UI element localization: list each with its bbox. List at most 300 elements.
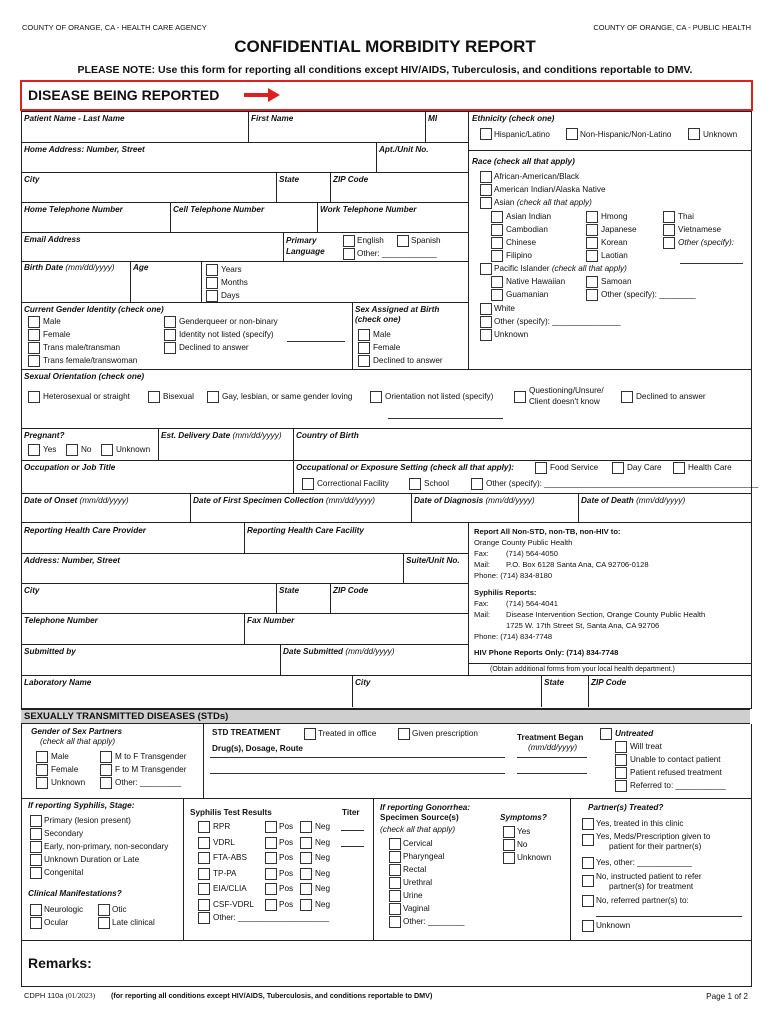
gender-female-checkbox[interactable] bbox=[28, 329, 40, 341]
disease-being-reported-field[interactable] bbox=[20, 80, 753, 111]
provider-zip-label: ZIP Code bbox=[333, 586, 369, 595]
spanish-label: Spanish bbox=[411, 236, 441, 245]
pregnant-no-checkbox[interactable] bbox=[66, 444, 78, 456]
treatment-began-label: Treatment Began bbox=[517, 733, 584, 742]
test-fta-neg-label: Neg bbox=[315, 853, 331, 862]
symptoms-no-checkbox[interactable] bbox=[503, 839, 515, 851]
syphilis-phone: Phone: (714) 834-7748 bbox=[474, 632, 553, 641]
home-address-label: Home Address: Number, Street bbox=[24, 145, 145, 154]
white-checkbox[interactable] bbox=[480, 303, 492, 315]
race-unknown-checkbox[interactable] bbox=[480, 329, 492, 341]
language-other-label: Other: ____________ bbox=[357, 249, 437, 258]
symptoms-yes-label: Yes bbox=[517, 827, 531, 836]
african-american-label: African-American/Black bbox=[494, 172, 580, 181]
refused-treatment-label: Patient refused treatment bbox=[630, 768, 722, 777]
stage-congenital-checkbox[interactable] bbox=[30, 867, 42, 879]
treatment-date-line-2[interactable] bbox=[517, 773, 587, 774]
delivery-date-label: Est. Delivery Date (mm/dd/yyyy) bbox=[161, 431, 282, 440]
pt-meds-checkbox[interactable] bbox=[582, 834, 594, 846]
spanish-checkbox[interactable] bbox=[397, 235, 409, 247]
bisexual-label: Bisexual bbox=[163, 392, 194, 401]
test-csf-neg-checkbox[interactable] bbox=[300, 899, 312, 911]
test-fta-neg-checkbox[interactable] bbox=[300, 852, 312, 864]
stage-primary-checkbox[interactable] bbox=[30, 815, 42, 827]
hiv-phone-reports: HIV Phone Reports Only: (714) 834-7748 bbox=[474, 648, 619, 657]
birth-male-label: Male bbox=[373, 330, 391, 339]
african-american-checkbox[interactable] bbox=[480, 171, 492, 183]
state-label: State bbox=[279, 175, 300, 184]
chinese-label: Chinese bbox=[506, 238, 537, 247]
syphilis-fax: Fax: (714) 564-4041 bbox=[474, 599, 558, 608]
samoan-checkbox[interactable] bbox=[586, 276, 598, 288]
partner-other-label: Other: _________ bbox=[115, 778, 182, 787]
test-eia-pos-checkbox[interactable] bbox=[265, 883, 277, 895]
footer-note: (for reporting all conditions except HIV/AIDS, Tuberculosis, and conditions reportable to DMV) bbox=[111, 991, 433, 1000]
symptoms-unknown-label: Unknown bbox=[517, 853, 552, 862]
questioning-label-2: Client doesn't know bbox=[529, 397, 600, 406]
symptoms-yes-checkbox[interactable] bbox=[503, 826, 515, 838]
given-prescription-label: Given prescription bbox=[412, 729, 478, 738]
language-other-checkbox[interactable] bbox=[343, 248, 355, 260]
syphilis-stage-label: If reporting Syphilis, Stage: bbox=[28, 801, 135, 810]
stage-early-label: Early, non-primary, non-secondary bbox=[44, 842, 169, 851]
test-tppa-checkbox[interactable] bbox=[198, 868, 210, 880]
laotian-checkbox[interactable] bbox=[586, 250, 598, 262]
will-treat-checkbox[interactable] bbox=[615, 741, 627, 753]
gender-female-label: Female bbox=[43, 330, 71, 339]
school-label: School bbox=[424, 479, 450, 488]
partners-gender-label: Gender of Sex Partners bbox=[31, 727, 123, 736]
gay-lesbian-label: Gay, lesbian, or same gender loving bbox=[222, 392, 353, 401]
pregnant-no-label: No bbox=[81, 445, 92, 454]
gender-male-checkbox[interactable] bbox=[28, 316, 40, 328]
untreated-label: Untreated bbox=[615, 729, 654, 738]
partners-treated-label: Partner(s) Treated? bbox=[588, 803, 664, 812]
race-other-label: Other (specify): _______________ bbox=[494, 317, 621, 326]
syphilis-tests-label: Syphilis Test Results bbox=[190, 808, 272, 817]
report-phone: Phone: (714) 834-8180 bbox=[474, 571, 553, 580]
remarks-label: Remarks: bbox=[28, 955, 92, 971]
test-rpr-label: RPR bbox=[213, 822, 231, 831]
unable-contact-label: Unable to contact patient bbox=[630, 755, 721, 764]
source-rectal-checkbox[interactable] bbox=[389, 864, 401, 876]
native-hawaiian-checkbox[interactable] bbox=[491, 276, 503, 288]
asian-checkbox[interactable] bbox=[480, 197, 492, 209]
samoan-label: Samoan bbox=[601, 277, 632, 286]
neurologic-checkbox[interactable] bbox=[30, 904, 42, 916]
sex-at-birth-label: Sex Assigned at Birth bbox=[355, 305, 440, 314]
pt-other-label: Yes, other: ____________ bbox=[596, 858, 692, 867]
stage-secondary-label: Secondary bbox=[44, 829, 84, 838]
stage-late-label: Unknown Duration or Late bbox=[44, 855, 140, 864]
partner-ftm-checkbox[interactable] bbox=[100, 764, 112, 776]
provider-city-label: City bbox=[24, 586, 40, 595]
stage-late-checkbox[interactable] bbox=[30, 854, 42, 866]
pregnant-yes-label: Yes bbox=[43, 445, 57, 454]
genderqueer-label: Genderqueer or non-binary bbox=[179, 317, 278, 326]
test-other-label: Other: ____________________ bbox=[213, 913, 330, 922]
partner-unknown-label: Unknown bbox=[51, 778, 86, 787]
pt-refer-label-2: partner(s) for treatment bbox=[609, 882, 694, 891]
laotian-label: Laotian bbox=[601, 251, 628, 260]
disease-label: DISEASE BEING REPORTED bbox=[28, 87, 220, 103]
usage-note: PLEASE NOTE: Use this form for reporting all conditions except HIV/AIDS, Tuberculosis, and conditions reportable to DMV. bbox=[77, 64, 693, 76]
days-checkbox[interactable] bbox=[206, 290, 218, 302]
guamanian-checkbox[interactable] bbox=[491, 289, 503, 301]
identity-not-listed-checkbox[interactable] bbox=[164, 329, 176, 341]
test-eia-neg-label: Neg bbox=[315, 884, 331, 893]
test-vdrl-pos-label: Pos bbox=[279, 837, 294, 847]
source-urine-checkbox[interactable] bbox=[389, 890, 401, 902]
sex-at-birth-note: (check one) bbox=[355, 315, 401, 324]
pregnant-unknown-checkbox[interactable] bbox=[101, 444, 113, 456]
race-label: Race (check all that apply) bbox=[472, 157, 575, 166]
partner-male-checkbox[interactable] bbox=[36, 751, 48, 763]
page-title: CONFIDENTIAL MORBIDITY REPORT bbox=[234, 37, 536, 56]
mi-label: MI bbox=[428, 114, 438, 123]
lab-city-label: City bbox=[355, 678, 371, 687]
drug-line-2[interactable] bbox=[210, 773, 505, 774]
treated-in-office-label: Treated in office bbox=[318, 729, 377, 738]
primary-language-label-2: Language bbox=[286, 247, 325, 256]
arrow-right-icon bbox=[242, 86, 282, 104]
korean-label: Korean bbox=[601, 238, 628, 247]
filipino-checkbox[interactable] bbox=[491, 250, 503, 262]
years-checkbox[interactable] bbox=[206, 264, 218, 276]
cell-phone-label: Cell Telephone Number bbox=[173, 205, 265, 214]
collection-date-label: Date of First Specimen Collection (mm/dd/yyyy) bbox=[193, 496, 375, 505]
symptoms-unknown-checkbox[interactable] bbox=[503, 852, 515, 864]
date-submitted-label: Date Submitted (mm/dd/yyyy) bbox=[283, 647, 395, 656]
obtain-forms-note: (Obtain additional forms from your local health department.) bbox=[490, 666, 675, 673]
setting-other-checkbox[interactable] bbox=[471, 478, 483, 490]
exposure-setting-label: Occupational or Exposure Setting (check all that apply): bbox=[296, 463, 514, 472]
partners-gender-note: (check all that apply) bbox=[40, 737, 116, 746]
otic-label: Otic bbox=[112, 905, 127, 914]
heterosexual-label: Heterosexual or straight bbox=[43, 392, 130, 401]
vietnamese-label: Vietnamese bbox=[678, 225, 722, 234]
form-number: CDPH 110a (01/2023) bbox=[24, 991, 96, 1000]
titer-line[interactable] bbox=[341, 846, 364, 847]
test-other-checkbox[interactable] bbox=[198, 912, 210, 924]
age-label: Age bbox=[133, 263, 149, 272]
orientation-label: Sexual Orientation (check one) bbox=[24, 372, 145, 381]
stage-congenital-label: Congenital bbox=[44, 868, 84, 877]
pt-referred-checkbox[interactable] bbox=[582, 895, 594, 907]
partner-mtf-checkbox[interactable] bbox=[100, 751, 112, 763]
hispanic-label: Hispanic/Latino bbox=[494, 130, 550, 139]
pt-referred-line[interactable] bbox=[596, 916, 742, 917]
health-care-checkbox[interactable] bbox=[673, 462, 685, 474]
birth-female-checkbox[interactable] bbox=[358, 342, 370, 354]
orientation-specify-line[interactable] bbox=[388, 418, 503, 419]
source-cervical-label: Cervical bbox=[403, 839, 433, 848]
test-vdrl-neg-checkbox[interactable] bbox=[300, 837, 312, 849]
test-vdrl-neg-label: Neg bbox=[315, 837, 331, 847]
test-rpr-neg-label: Neg bbox=[315, 822, 331, 831]
japanese-checkbox[interactable] bbox=[586, 224, 598, 236]
pt-clinic-label: Yes, treated in this clinic bbox=[596, 819, 684, 828]
report-fax: Fax: (714) 564-4050 bbox=[474, 549, 558, 558]
thai-checkbox[interactable] bbox=[663, 211, 675, 223]
korean-checkbox[interactable] bbox=[586, 237, 598, 249]
day-care-label: Day Care bbox=[627, 463, 662, 472]
country-of-birth-label: Country of Birth bbox=[296, 431, 359, 440]
specimen-source-note: (check all that apply) bbox=[380, 825, 456, 834]
birth-date-label: Birth Date (mm/dd/yyyy) bbox=[24, 263, 115, 272]
vietnamese-checkbox[interactable] bbox=[663, 224, 675, 236]
pt-referred-label: No, referred partner(s) to: bbox=[596, 896, 689, 905]
home-phone-label: Home Telephone Number bbox=[24, 205, 123, 214]
agency-name: COUNTY OF ORANGE, CA - HEALTH CARE AGENCY bbox=[22, 23, 207, 32]
otic-checkbox[interactable] bbox=[98, 904, 110, 916]
ethnicity-unknown-label: Unknown bbox=[703, 130, 738, 139]
english-checkbox[interactable] bbox=[343, 235, 355, 247]
source-src-other-label: Other: ________ bbox=[403, 917, 465, 926]
untreated-checkbox[interactable] bbox=[600, 728, 612, 740]
test-csf-checkbox[interactable] bbox=[198, 899, 210, 911]
onset-date-label: Date of Onset (mm/dd/yyyy) bbox=[24, 496, 129, 505]
test-fta-pos-label: Pos bbox=[279, 853, 294, 862]
late-clinical-label: Late clinical bbox=[112, 918, 155, 927]
japanese-label: Japanese bbox=[601, 225, 637, 234]
late-clinical-checkbox[interactable] bbox=[98, 917, 110, 929]
titer-label: Titer bbox=[342, 808, 360, 817]
pacific-islander-label: Pacific Islander (check all that apply) bbox=[494, 264, 627, 273]
orientation-declined-checkbox[interactable] bbox=[621, 391, 633, 403]
birth-female-label: Female bbox=[373, 343, 401, 352]
pt-other-checkbox[interactable] bbox=[582, 857, 594, 869]
cambodian-label: Cambodian bbox=[506, 225, 548, 234]
syphilis-mail-2: 1725 W. 17th Street St, Santa Ana, CA 92706 bbox=[506, 621, 660, 630]
food-service-checkbox[interactable] bbox=[535, 462, 547, 474]
american-indian-checkbox[interactable] bbox=[480, 184, 492, 196]
questioning-label-1: Questioning/Unsure/ bbox=[529, 386, 604, 395]
identity-specify-line[interactable] bbox=[287, 341, 345, 342]
orientation-declined-label: Declined to answer bbox=[636, 392, 706, 401]
test-eia-neg-checkbox[interactable] bbox=[300, 883, 312, 895]
provider-label: Reporting Health Care Provider bbox=[24, 526, 146, 535]
race-unknown-label: Unknown bbox=[494, 330, 529, 339]
ocular-label: Ocular bbox=[44, 918, 69, 927]
refused-treatment-checkbox[interactable] bbox=[615, 767, 627, 779]
ocular-checkbox[interactable] bbox=[30, 917, 42, 929]
test-rpr-neg-checkbox[interactable] bbox=[300, 821, 312, 833]
partner-other-checkbox[interactable] bbox=[100, 777, 112, 789]
orientation-not-listed-label: Orientation not listed (specify) bbox=[385, 392, 494, 401]
food-service-label: Food Service bbox=[550, 463, 599, 472]
pt-clinic-checkbox[interactable] bbox=[582, 818, 594, 830]
day-care-checkbox[interactable] bbox=[612, 462, 624, 474]
occupation-label: Occupation or Job Title bbox=[24, 463, 116, 472]
partner-mtf-label: M to F Transgender bbox=[115, 752, 187, 761]
months-checkbox[interactable] bbox=[206, 277, 218, 289]
gender-declined-checkbox[interactable] bbox=[164, 342, 176, 354]
drug-line-1[interactable] bbox=[210, 757, 505, 758]
test-fta-checkbox[interactable] bbox=[198, 852, 210, 864]
test-vdrl-label: VDRL bbox=[213, 837, 235, 847]
test-vdrl-pos-checkbox[interactable] bbox=[265, 837, 277, 849]
test-eia-pos-label: Pos bbox=[279, 884, 294, 893]
asian-other-checkbox[interactable] bbox=[663, 237, 675, 249]
heterosexual-checkbox[interactable] bbox=[28, 391, 40, 403]
source-urethral-label: Urethral bbox=[403, 878, 433, 887]
partner-female-label: Female bbox=[51, 765, 79, 774]
report-org: Orange County Public Health bbox=[474, 538, 573, 547]
primary-language-label-1: Primary bbox=[286, 236, 317, 245]
std-treatment-label: STD TREATMENT bbox=[212, 728, 281, 737]
school-checkbox[interactable] bbox=[409, 478, 421, 490]
health-care-label: Health Care bbox=[688, 463, 732, 472]
ethnicity-label: Ethnicity (check one) bbox=[472, 114, 555, 123]
test-eia-checkbox[interactable] bbox=[198, 883, 210, 895]
pregnant-yes-checkbox[interactable] bbox=[28, 444, 40, 456]
given-prescription-checkbox[interactable] bbox=[398, 728, 410, 740]
treatment-date-line-1[interactable] bbox=[517, 757, 587, 758]
test-tppa-neg-label: Neg bbox=[315, 868, 331, 878]
provider-phone-label: Telephone Number bbox=[24, 616, 98, 625]
birth-male-checkbox[interactable] bbox=[358, 329, 370, 341]
provider-address-label: Address: Number, Street bbox=[24, 556, 121, 565]
death-date-label: Date of Death (mm/dd/yyyy) bbox=[581, 496, 686, 505]
birth-declined-checkbox[interactable] bbox=[358, 355, 370, 367]
referred-to-label: Referred to: ___________ bbox=[630, 781, 726, 790]
titer-line[interactable] bbox=[341, 830, 364, 831]
page-number: Page 1 of 2 bbox=[706, 992, 748, 1001]
test-vdrl-checkbox[interactable] bbox=[198, 837, 210, 849]
hmong-label: Hmong bbox=[601, 212, 628, 221]
source-urine-label: Urine bbox=[403, 891, 423, 900]
chinese-checkbox[interactable] bbox=[491, 237, 503, 249]
source-rectal-label: Rectal bbox=[403, 865, 427, 874]
partner-female-checkbox[interactable] bbox=[36, 764, 48, 776]
test-tppa-pos-checkbox[interactable] bbox=[265, 868, 277, 880]
pregnant-label: Pregnant? bbox=[24, 431, 65, 440]
test-eia-label: EIA/CLIA bbox=[213, 884, 247, 893]
asian-label: Asian (check all that apply) bbox=[494, 198, 592, 207]
treated-in-office-checkbox[interactable] bbox=[304, 728, 316, 740]
asian-other-label: Other (specify): bbox=[678, 238, 734, 247]
source-pharyngeal-label: Pharyngeal bbox=[403, 852, 445, 861]
pregnant-unknown-label: Unknown bbox=[116, 445, 151, 454]
days-label: Days bbox=[221, 291, 240, 300]
partner-male-label: Male bbox=[51, 752, 69, 761]
questioning-checkbox[interactable] bbox=[514, 391, 526, 403]
white-label: White bbox=[494, 304, 515, 313]
source-urethral-checkbox[interactable] bbox=[389, 877, 401, 889]
test-csf-label: CSF-VDRL bbox=[213, 899, 254, 909]
asian-other-line[interactable] bbox=[680, 263, 743, 264]
test-tppa-label: TP-PA bbox=[213, 868, 237, 878]
test-rpr-pos-checkbox[interactable] bbox=[265, 821, 277, 833]
pt-refer-label-1: No, instructed patient to refer bbox=[596, 872, 702, 881]
email-label: Email Address bbox=[24, 235, 81, 244]
test-rpr-checkbox[interactable] bbox=[198, 821, 210, 833]
zip-label: ZIP Code bbox=[333, 175, 369, 184]
unable-contact-checkbox[interactable] bbox=[615, 754, 627, 766]
apt-label: Apt./Unit No. bbox=[379, 145, 429, 154]
gender-male-label: Male bbox=[43, 317, 61, 326]
gonorrhea-label: If reporting Gonorrhea: bbox=[380, 803, 471, 812]
ethnicity-unknown-checkbox[interactable] bbox=[688, 128, 700, 140]
pt-meds-label-2: patient for their partner(s) bbox=[609, 842, 702, 851]
pt-unknown-checkbox[interactable] bbox=[582, 920, 594, 932]
hispanic-checkbox[interactable] bbox=[480, 128, 492, 140]
test-fta-pos-checkbox[interactable] bbox=[265, 852, 277, 864]
stage-secondary-checkbox[interactable] bbox=[30, 828, 42, 840]
bisexual-checkbox[interactable] bbox=[148, 391, 160, 403]
gay-lesbian-checkbox[interactable] bbox=[207, 391, 219, 403]
provider-state-label: State bbox=[279, 586, 300, 595]
diagnosis-date-label: Date of Diagnosis (mm/dd/yyyy) bbox=[414, 496, 535, 505]
city-label: City bbox=[24, 175, 40, 184]
work-phone-label: Work Telephone Number bbox=[320, 205, 417, 214]
native-hawaiian-label: Native Hawaiian bbox=[506, 277, 566, 286]
years-label: Years bbox=[221, 265, 242, 274]
source-pharyngeal-checkbox[interactable] bbox=[389, 851, 401, 863]
report-mail: Mail: P.O. Box 6128 Santa Ana, CA 92706-0128 bbox=[474, 560, 649, 569]
pacific-other-label: Other (specify): ________ bbox=[601, 290, 696, 299]
lab-state-label: State bbox=[544, 678, 565, 687]
orientation-not-listed-checkbox[interactable] bbox=[370, 391, 382, 403]
asian-indian-checkbox[interactable] bbox=[491, 211, 503, 223]
lab-name-label: Laboratory Name bbox=[24, 678, 92, 687]
facility-label: Reporting Health Care Facility bbox=[247, 526, 364, 535]
trans-male-checkbox[interactable] bbox=[28, 342, 40, 354]
test-fta-label: FTA-ABS bbox=[213, 853, 247, 862]
pacific-islander-checkbox[interactable] bbox=[480, 263, 492, 275]
pacific-other-checkbox[interactable] bbox=[586, 289, 598, 301]
partner-ftm-label: F to M Transgender bbox=[115, 765, 187, 774]
test-tppa-neg-checkbox[interactable] bbox=[300, 868, 312, 880]
months-label: Months bbox=[221, 278, 248, 287]
referred-to-checkbox[interactable] bbox=[615, 780, 627, 792]
hmong-checkbox[interactable] bbox=[586, 211, 598, 223]
thai-label: Thai bbox=[678, 212, 694, 221]
american-indian-label: American Indian/Alaska Native bbox=[494, 185, 606, 194]
race-other-checkbox[interactable] bbox=[480, 316, 492, 328]
remarks-field[interactable] bbox=[21, 940, 752, 987]
cambodian-checkbox[interactable] bbox=[491, 224, 503, 236]
source-vaginal-checkbox[interactable] bbox=[389, 903, 401, 915]
trans-female-label: Trans female/transwoman bbox=[43, 356, 138, 365]
source-cervical-checkbox[interactable] bbox=[389, 838, 401, 850]
trans-male-label: Trans male/transman bbox=[43, 343, 121, 352]
genderqueer-checkbox[interactable] bbox=[164, 316, 176, 328]
test-csf-pos-checkbox[interactable] bbox=[265, 899, 277, 911]
pt-refer-checkbox[interactable] bbox=[582, 875, 594, 887]
source-vaginal-label: Vaginal bbox=[403, 904, 430, 913]
non-hispanic-checkbox[interactable] bbox=[566, 128, 578, 140]
suite-label: Suite/Unit No. bbox=[406, 556, 460, 565]
neurologic-label: Neurologic bbox=[44, 905, 84, 914]
syphilis-mail: Mail: Disease Intervention Section, Orange County Public Health bbox=[474, 610, 706, 619]
first-name-label: First Name bbox=[251, 114, 294, 123]
gender-declined-label: Declined to answer bbox=[179, 343, 249, 352]
last-name-label: Patient Name - Last Name bbox=[24, 114, 125, 123]
gender-identity-label: Current Gender Identity (check one) bbox=[24, 305, 164, 314]
asian-indian-label: Asian Indian bbox=[506, 212, 552, 221]
clinical-manifestations-label: Clinical Manifestations? bbox=[28, 889, 122, 898]
setting-other-label: Other (specify): _______________________________________________ bbox=[486, 479, 759, 488]
stage-early-checkbox[interactable] bbox=[30, 841, 42, 853]
will-treat-label: Will treat bbox=[630, 742, 662, 751]
partner-unknown-checkbox[interactable] bbox=[36, 777, 48, 789]
trans-female-checkbox[interactable] bbox=[28, 355, 40, 367]
english-label: English bbox=[357, 236, 384, 245]
source-src-other-checkbox[interactable] bbox=[389, 916, 401, 928]
correctional-checkbox[interactable] bbox=[302, 478, 314, 490]
